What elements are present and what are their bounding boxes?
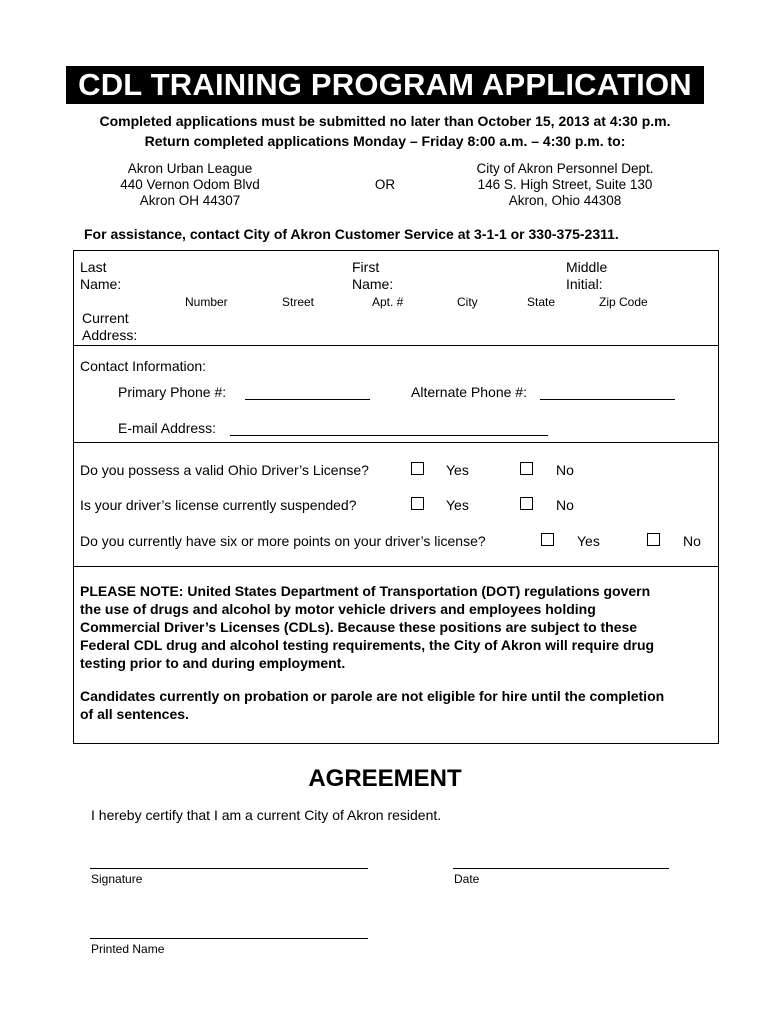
alternate-phone-field[interactable] [540,399,675,400]
first-name-label-line: Name: [352,276,394,292]
dot-note-line: testing prior to and during employment. [80,655,346,671]
address-col-apt: Apt. # [372,295,404,309]
location-right-line: 146 S. High Street, Suite 130 [477,177,653,192]
address-col-street: Street [282,295,315,309]
points-yes-checkbox[interactable] [541,533,554,546]
middle-initial-label-line: Middle [566,259,608,275]
primary-phone-field[interactable] [245,399,370,400]
agreement-statement: I hereby certify that I am a current City of Akron resident. [91,807,442,823]
primary-phone-label: Primary Phone #: [118,384,227,400]
suspended-yes-label: Yes [446,497,469,513]
location-right [470,161,660,209]
dot-note-line: Federal CDL drug and alcohol testing requirements, the City of Akron will require drug [80,637,655,653]
current-address-label [82,310,137,344]
question-points: Do you currently have six or more points on your driver’s license? [80,533,486,549]
points-yes-label: Yes [577,533,600,549]
or-text: OR [374,177,396,192]
location-left-line: 440 Vernon Odom Blvd [120,177,260,192]
valid-license-yes-checkbox[interactable] [411,462,424,475]
probation-note-line: Candidates currently on probation or parole are not eligible for hire until the completion [80,688,665,704]
suspended-yes-checkbox[interactable] [411,497,424,510]
question-suspended: Is your driver’s license currently suspended? [80,497,357,513]
date-line[interactable] [453,868,669,869]
first-name-label [352,259,393,293]
printed-name-label: Printed Name [91,942,165,956]
printed-name-line[interactable] [90,938,368,939]
dot-note-line: the use of drugs and alcohol by motor vehicle drivers and employees holding [80,601,596,617]
first-name-label-line: First [352,259,380,275]
assistance-text: For assistance, contact City of Akron Customer Service at 3-1-1 or 330-375-2311. [84,226,619,242]
suspended-no-checkbox[interactable] [520,497,533,510]
dot-note-line: Commercial Driver’s Licenses (CDLs). Because these positions are subject to these [80,619,638,635]
alternate-phone-label: Alternate Phone #: [411,384,527,400]
suspended-no-label: No [556,497,574,513]
address-col-state: State [527,295,556,309]
address-col-number: Number [185,295,228,309]
page-title: CDL TRAINING PROGRAM APPLICATION [66,66,704,104]
middle-initial-label [566,259,607,293]
email-label: E-mail Address: [118,420,217,436]
address-col-city: City [457,295,478,309]
location-left [95,161,285,209]
signature-line[interactable] [90,868,368,869]
last-name-label [80,259,121,293]
email-field[interactable] [230,435,548,436]
valid-license-no-checkbox[interactable] [520,462,533,475]
probation-note-line: of all sentences. [80,706,189,722]
divider [73,345,719,346]
location-right-line: Akron, Ohio 44308 [508,193,622,208]
date-label: Date [454,872,480,886]
current-address-label-line: Current [82,310,129,326]
probation-note [80,687,664,723]
signature-label: Signature [91,872,143,886]
points-no-checkbox[interactable] [647,533,660,546]
deadline-text: Completed applications must be submitted no later than October 15, 2013 at 4:30 p.m. [99,113,671,129]
location-left-line: Akron Urban League [127,161,253,176]
divider [73,566,719,567]
return-info-text: Return completed applications Monday – Friday 8:00 a.m. – 4:30 p.m. to: [144,133,626,149]
divider [73,442,719,443]
agreement-heading: AGREEMENT [308,765,462,792]
contact-heading: Contact Information: [80,358,207,374]
middle-initial-label-line: Initial: [566,276,603,292]
dot-note [80,582,654,672]
last-name-label-line: Last [80,259,107,275]
question-valid-license: Do you possess a valid Ohio Driver’s License? [80,462,369,478]
address-col-zip: Zip Code [599,295,648,309]
dot-note-line: PLEASE NOTE: United States Department of Transportation (DOT) regulations govern [80,583,651,599]
last-name-label-line: Name: [80,276,122,292]
valid-license-yes-label: Yes [446,462,469,478]
location-right-line: City of Akron Personnel Dept. [476,161,654,176]
valid-license-no-label: No [556,462,574,478]
current-address-label-line: Address: [82,327,138,343]
location-left-line: Akron OH 44307 [139,193,241,208]
points-no-label: No [683,533,701,549]
